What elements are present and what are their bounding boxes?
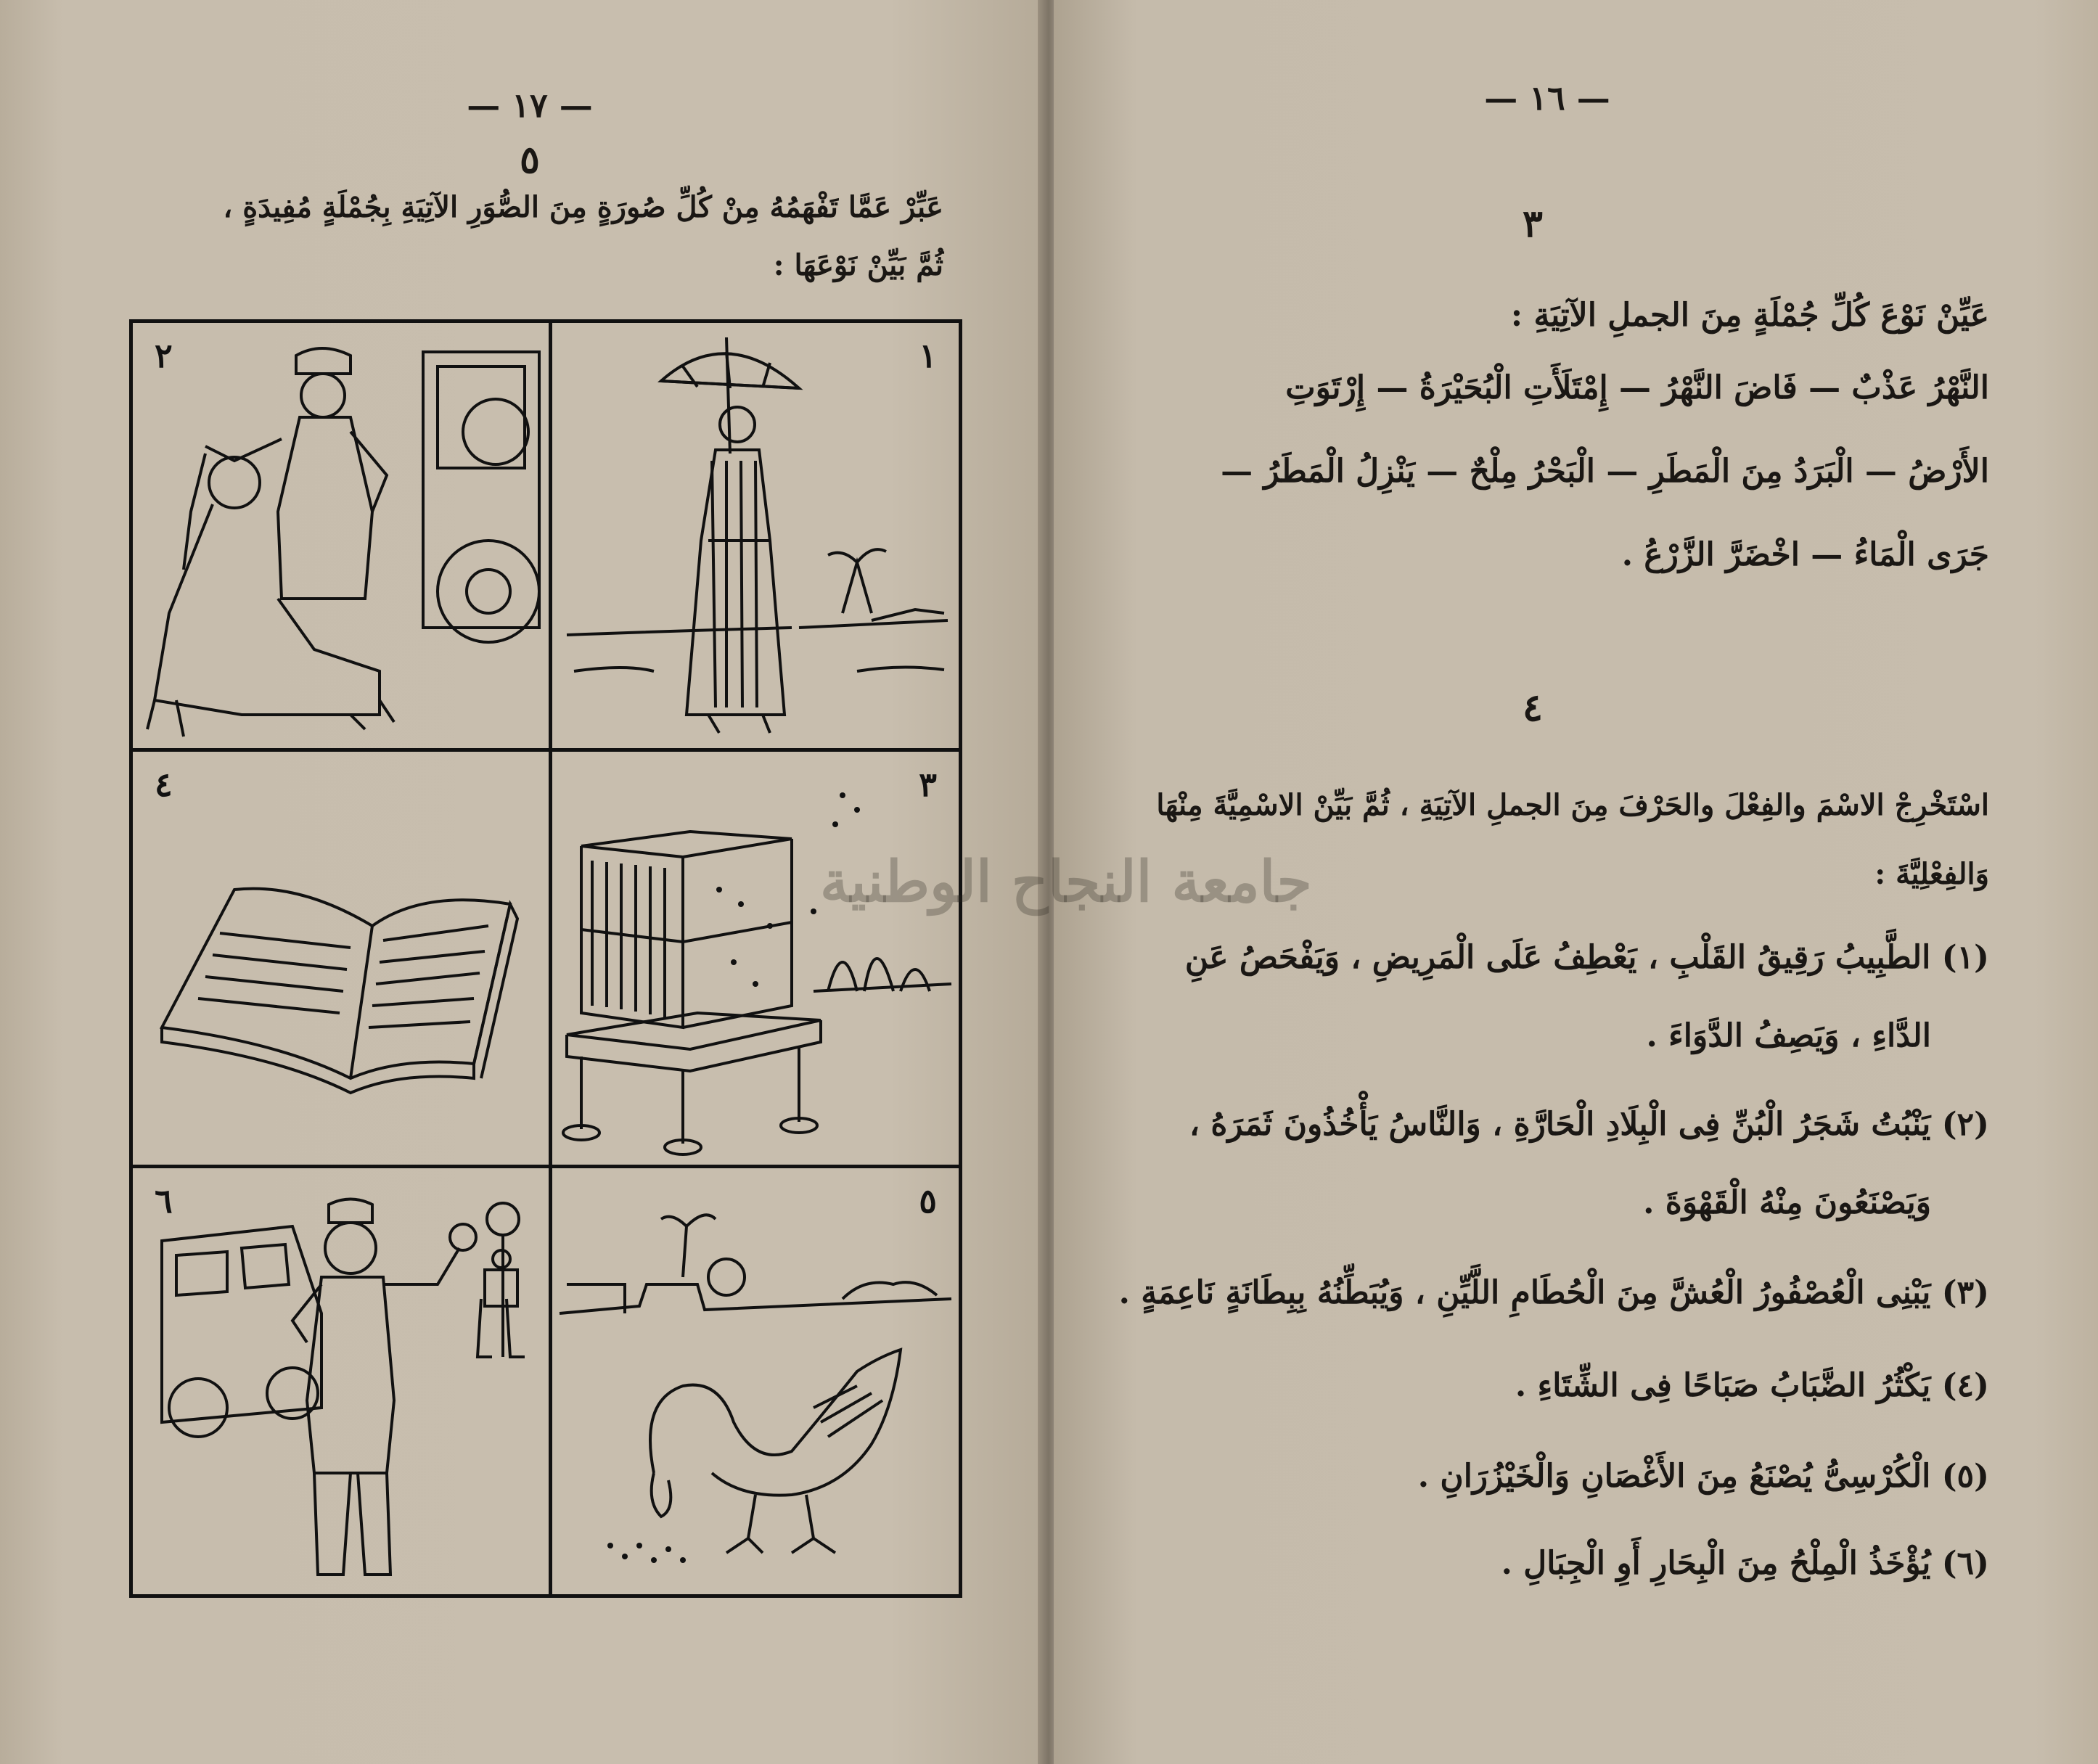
picture-number-1: ١: [919, 336, 937, 375]
exercise-5-instruction-line2: ثُمَّ بَيِّنْ نَوْعَهَا :: [773, 248, 943, 282]
picture-cell-3: [552, 752, 959, 1165]
picture-grid: [129, 319, 962, 1598]
exercise-4-sentence-1b: الدَّاءِ ، وَيَصِفُ الدَّوَاءَ .: [1646, 1017, 1931, 1054]
picture-number-6: ٦: [155, 1181, 173, 1221]
goose-icon: [552, 1168, 959, 1594]
picture-number-3: ٣: [919, 765, 937, 804]
exercise-3-line-3: جَرَى الْمَاءُ — اخْضَرَّ الزَّرْعُ .: [1621, 536, 1989, 573]
page-number-16: — ١٦ —: [1484, 78, 1610, 118]
man-with-umbrella-icon: [552, 323, 959, 748]
picture-cell-5: [552, 1168, 959, 1594]
exercise-5-instruction-line1: عَبِّرْ عَمَّا تَفْهَمُهُ مِنْ كُلِّ صُورَةٍ مِنَ الصُّوَرِ الآتِيَةِ بِجُمْلَةٍ مُفِيدَةٍ ،: [223, 190, 943, 224]
exercise-3-instruction: عَيِّنْ نَوْعَ كُلِّ جُمْلَةٍ مِنَ الجملِ الآتِيَةِ :: [1510, 297, 1989, 334]
exercise-4-sentence-2a: (٢) يَنْبُتُ شَجَرُ الْبُنِّ فِى الْبِلَادِ الْحَارَّةِ ، وَالنَّاسُ يَأْخُذُونَ ثَمَرَهُ ،: [1189, 1106, 1989, 1143]
university-watermark: جامعة النجاح الوطنية: [820, 849, 1312, 915]
page-number-17: — ١٧ —: [467, 86, 593, 125]
policeman-helping-injured-icon: [133, 323, 549, 748]
picture-cell-4: [133, 752, 549, 1165]
exercise-4-sentence-4: (٤) يَكْثُرُ الضَّبَابُ صَبَاحًا فِى الشِّتَاءِ .: [1515, 1367, 1989, 1404]
exercise-4-sentence-2b: وَيَصْنَعُونَ مِنْهُ الْقَهْوَةَ .: [1643, 1184, 1931, 1221]
exercise-4-sentence-5: (٥) الْكُرْسِىُّ يُصْنَعُ مِنَ الأَغْصَانِ وَالْخَيْزُرَانِ .: [1417, 1458, 1989, 1495]
picture-cell-2: [133, 323, 549, 748]
exercise-4-instruction-line2: وَالفِعْلِيَّةَ :: [1874, 857, 1989, 891]
picture-number-2: ٢: [155, 336, 173, 375]
picture-number-5: ٥: [919, 1181, 937, 1221]
picture-cell-1: [552, 323, 959, 748]
exercise-5-number: ٥: [520, 138, 540, 182]
exercise-4-sentence-3: (٣) يَبْنِى الْعُصْفُورُ الْعُشَّ مِنَ الْحُطَامِ اللَّيِّنِ ، وَيُبَطِّنُهُ بِبِطَانَةٍ نَاعِمَةٍ .: [1118, 1274, 1989, 1311]
exercise-4-instruction-line1: اسْتَخْرِجْ الاسْمَ والفِعْلَ والحَرْفَ مِنَ الجملِ الآتِيَةِ ، ثُمَّ بَيِّنْ الاسْمِيَّةَ مِنْهَا: [1156, 788, 1989, 822]
exercise-4-sentence-6: (٦) يُؤْخَذُ الْمِلْحُ مِنَ الْبِحَارِ أَوِ الْجِبَالِ .: [1501, 1545, 1989, 1582]
exercise-4-sentence-1a: (١) الطَّبِيبُ رَقِيقُ القَلْبِ ، يَعْطِفُ عَلَى الْمَرِيضِ ، وَيَفْحَصُ عَنِ: [1184, 939, 1989, 976]
exercise-4-number: ٤: [1523, 686, 1543, 730]
open-book-icon: [133, 752, 549, 1165]
beehive-icon: [552, 752, 959, 1165]
exercise-3-line-1: النَّهْرُ عَذْبٌ — فَاضَ النَّهْرُ — إِمْتَلَأَتِ الْبُحَيْرَةُ — إِرْتَوَتِ: [1285, 369, 1989, 406]
exercise-3-number: ٣: [1523, 202, 1543, 246]
picture-cell-6: [133, 1168, 549, 1594]
traffic-officer-icon: [133, 1168, 549, 1594]
exercise-3-line-2: الأَرْضُ — الْبَرَدُ مِنَ الْمَطَرِ — الْبَحْرُ مِلْحٌ — يَنْزِلُ الْمَطَرُ —: [1221, 453, 1989, 490]
picture-number-4: ٤: [155, 765, 173, 804]
